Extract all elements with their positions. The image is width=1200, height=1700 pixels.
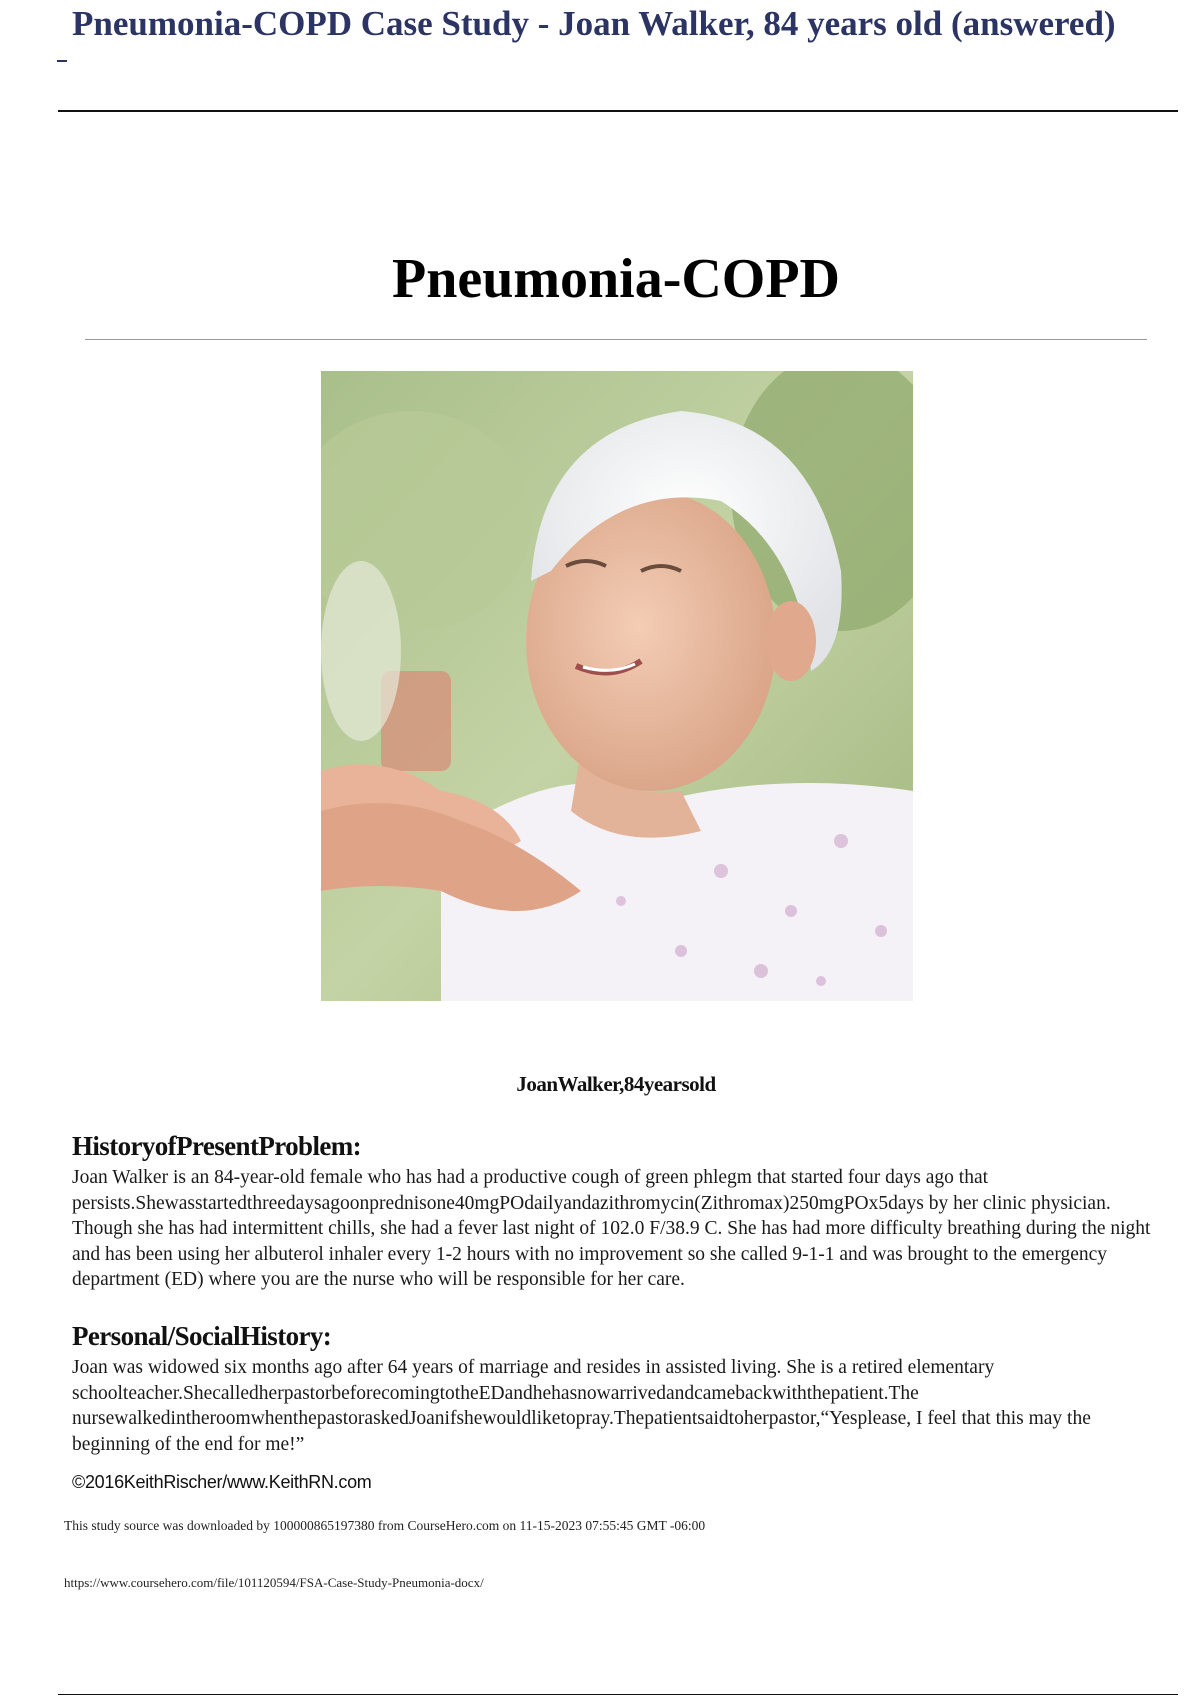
footer-divider <box>58 1694 1178 1695</box>
source-url[interactable]: https://www.coursehero.com/file/101120594/FSA-Case-Study-Pneumonia-docx/ <box>64 1575 484 1590</box>
section-body-social: Joan was widowed six months ago after 64 years of marriage and resides in assisted living. She is a retired elementary schoolteacher.ShecalledherpastorbeforecomingtotheEDandhehasnowarrivedandcamebackwiththepatient.The nursewalkedintheroomwhenthepastoraskedJoanifshewouldliketopray.Thepatientsaidtoherpastor,“Yesplease, I feel that this may the beginning of the end for me!” <box>72 1357 1091 1455</box>
title-divider <box>85 339 1147 340</box>
copyright-line: ©2016KeithRischer/www.KeithRN.com <box>72 1472 372 1492</box>
section-heading-social: Personal/SocialHistory: <box>72 1321 332 1351</box>
page-title: Pneumonia-COPD <box>392 248 840 310</box>
section-heading-history: HistoryofPresentProblem: <box>72 1131 362 1161</box>
photo-caption: JoanWalker,84yearsold <box>516 1072 716 1096</box>
patient-photo <box>321 371 913 1001</box>
header-divider <box>58 110 1178 112</box>
document-header-title: Pneumonia-COPD Case Study - Joan Walker, 84 years old (answered) <box>72 4 1116 43</box>
header-dash-mark <box>57 60 67 62</box>
download-source-note: This study source was downloaded by 100000865197380 from CourseHero.com on 11-15-2023 07:55:45 GMT -06:00 <box>64 1518 706 1533</box>
section-body-history: Joan Walker is an 84-year-old female who has had a productive cough of green phlegm that started four days ago that persists.Shewasstartedthreedaysagoonprednisone40mgPOdailyandazithromycin(Zithromax)250mgPOx5days by her clinic physician. Though she has had intermittent chills, she had a fever last night of 102.0 F/38.9 C. She has had more difficulty breathing during the night and has been using her albuterol inhaler every 1-2 hours with no improvement so she called 9-1-1 and was brought to the emergency department (ED) where you are the nurse who will be responsible for her care. <box>72 1167 1151 1290</box>
